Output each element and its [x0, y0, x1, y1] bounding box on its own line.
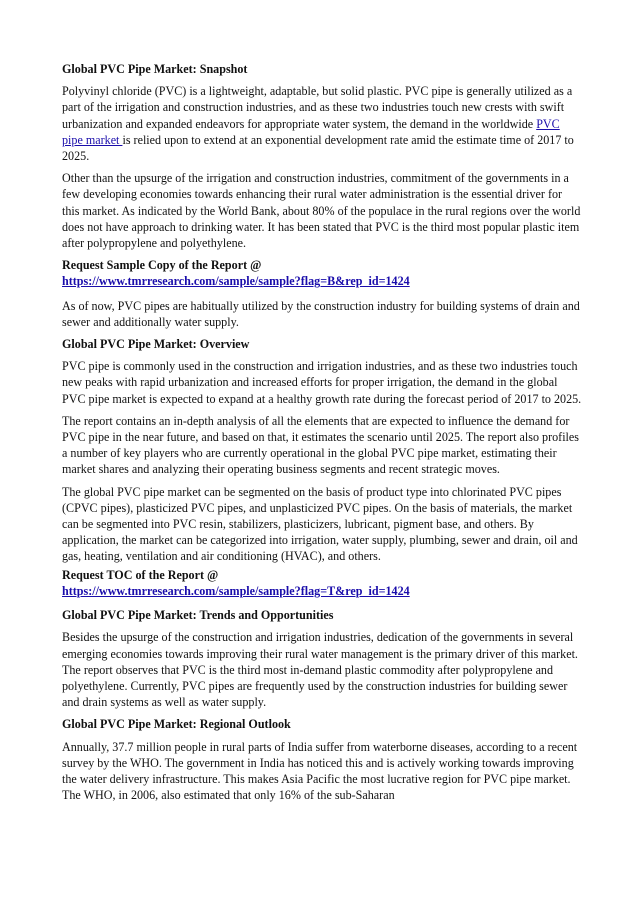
toc-request-block: [62, 567, 582, 599]
toc-request-link[interactable]: https://www.tmrresearch.com/sample/sample?flag=T&rep_id=1424: [62, 583, 410, 598]
snapshot-heading: Global PVC Pipe Market: Snapshot: [62, 62, 248, 76]
snapshot-p1-text-before: Polyvinyl chloride (PVC) is a lightweight, adaptable, but solid plastic. PVC pipe is generally utilized as a part of the irrigation and construction industries, and as these two industries touch new crests with swift urbanization and expanded endeavors for appropriate water system, the demand in the worldwide: [62, 84, 573, 131]
overview-heading: Global PVC Pipe Market: Overview: [62, 337, 250, 352]
overview-paragraph-2: The report contains an in-depth analysis of all the elements that are expected to influence the demand for PVC pipe in the near future, and based on that, it estimates the scenario until 2025. The report also profiles a number of key players who are currently operational in the global PVC pipe market, estimating their market shares and analyzing their operating business segments and recent strategic moves.: [62, 413, 579, 477]
regional-heading: Global PVC Pipe Market: Regional Outlook: [62, 717, 291, 732]
trends-heading: Global PVC Pipe Market: Trends and Opportunities: [62, 608, 334, 623]
snapshot-paragraph-1: [62, 83, 582, 164]
sample-request-block: [62, 257, 582, 289]
snapshot-paragraph-2: Other than the upsurge of the irrigation and construction industries, commitment of the governments in a few developing economies towards enhancing their rural water administration is the essential driver for this market. As indicated by the World Bank, about 80% of the populace in the rural regions over the world does not have approach to drinking water. It has been stated that PVC is the third most popular plastic item after polypropylene and polyethylene.: [62, 171, 581, 251]
sample-request-link[interactable]: https://www.tmrresearch.com/sample/sample?flag=B&rep_id=1424: [62, 274, 410, 289]
pvc-pipe-market-link[interactable]: PVC pipe market: [62, 116, 560, 147]
trends-paragraph-1: Besides the upsurge of the construction and irrigation industries, dedication of the governments in several emerging economies towards improving their rural water management is the primary driver of this market. The report observes that PVC is the third most in-demand plastic commodity after polypropylene and polyethylene. Currently, PVC pipes are frequently used by the construction industries for building sewer and drain systems as well as water supply.: [62, 630, 578, 710]
toc-request-label: Request TOC of the Report @: [62, 567, 219, 582]
overview-paragraph-3: The global PVC pipe market can be segmented on the basis of product type into chlorinated PVC pipes (CPVC pipes), plasticized PVC pipes, and unplasticized PVC pipes. On the basis of materials, the market can be segmented into PVC resin, stabilizers, plasticizers, lubricant, pigment base, and others. By application, the market can be categorized into irrigation, water supply, plumbing, sewer and drain, oil and gas, heating, ventilation and air conditioning (HVAC), and others.: [62, 484, 578, 564]
intro-after-sample-paragraph: As of now, PVC pipes are habitually utilized by the construction industry for building systems of drain and sewer and additionally water supply.: [62, 298, 580, 329]
snapshot-p1-text-after: is relied upon to extend at an exponential development rate amid the estimate time of 2017 to 2025.: [62, 132, 574, 164]
sample-request-label: Request Sample Copy of the Report @: [62, 258, 262, 273]
regional-paragraph-1: Annually, 37.7 million people in rural parts of India suffer from waterborne diseases, according to a recent survey by the WHO. The government in India has noticed this and is actively working towards improving the water delivery infrastructure. This makes Asia Pacific the most lucrative region for PVC pipe market. The WHO, in 2006, also estimated that only 16% of the sub-Saharan: [62, 739, 578, 803]
overview-paragraph-1: PVC pipe is commonly used in the construction and irrigation industries, and as these two industries touch new peaks with rapid urbanization and increased efforts for proper irrigation, the demand in the global PVC pipe market is expected to expand at a healthy growth rate during the forecast period of 2017 to 2025.: [62, 359, 582, 406]
